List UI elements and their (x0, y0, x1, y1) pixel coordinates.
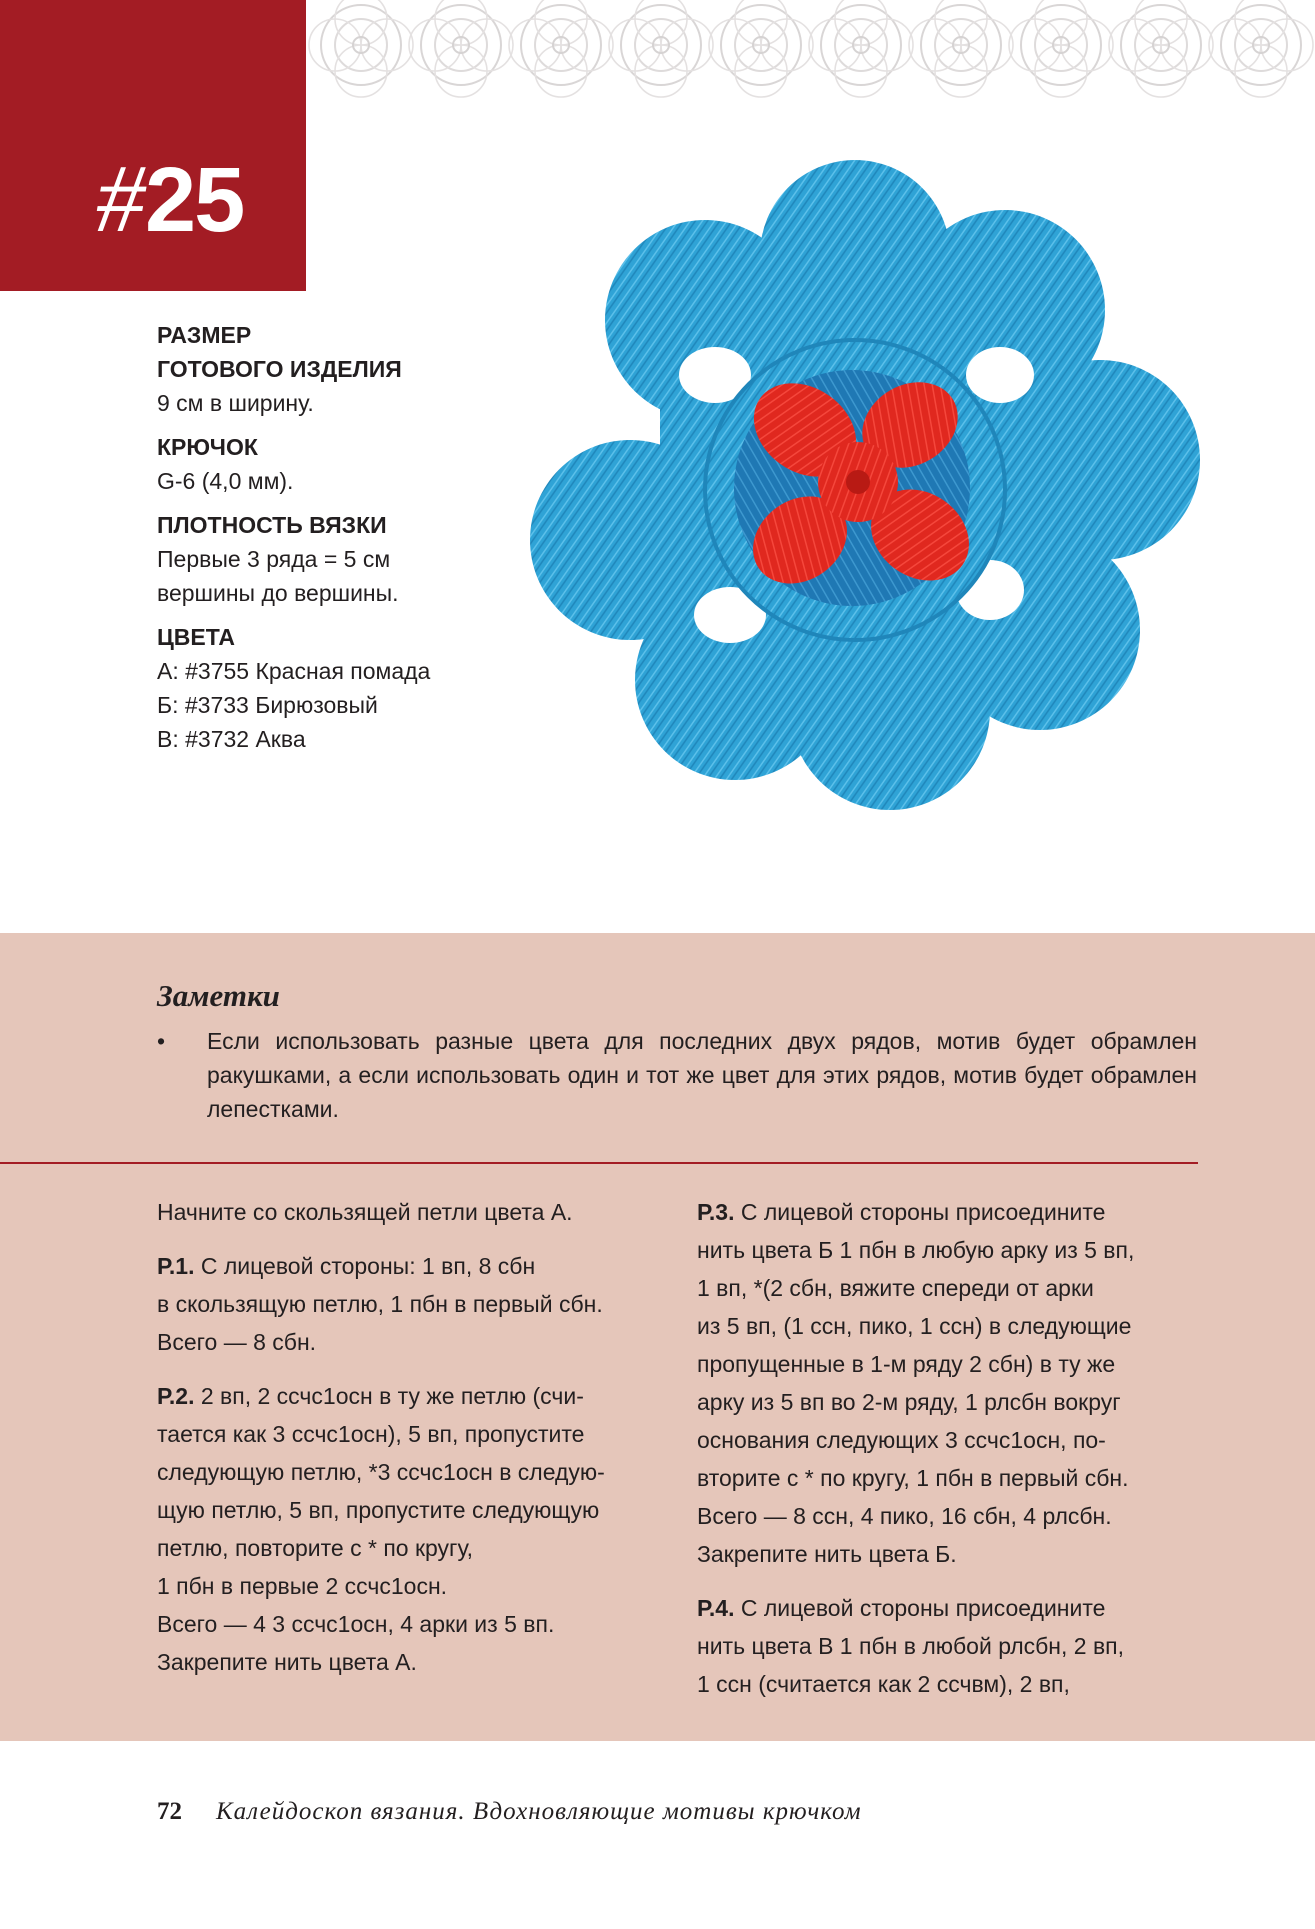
round-4-line: нить цвета В 1 пбн в любой рлсбн, 2 вп, (697, 1633, 1125, 1659)
page-number: 72 (157, 1798, 182, 1825)
round-4-line: С лицевой стороны присоедините (734, 1595, 1106, 1621)
round-3-line: арку из 5 вп во 2-м ряду, 1 рлсбн вокруг (697, 1389, 1121, 1415)
round-4-line: 1 ссн (считается как 2 ссчвм), 2 вп, (697, 1671, 1070, 1697)
pattern-number-block (0, 0, 306, 291)
page-footer (157, 1798, 862, 1826)
round-2-line: 1 пбн в первые 2 ссчс1осн. (157, 1573, 448, 1599)
round-3-line: Закрепите нить цвета Б. (697, 1541, 957, 1567)
color-a: А: #3755 Красная помада (157, 658, 431, 684)
round-4-paragraph (697, 1589, 1197, 1703)
pattern-number-digits: 25 (145, 149, 244, 251)
book-title: Калейдоскоп вязания. Вдохновляющие мотивы крючком (216, 1798, 862, 1825)
color-b: Б: #3733 Бирюзовый (157, 692, 378, 718)
round-3-line: из 5 вп, (1 ссн, пико, 1 ссн) в следующие (697, 1313, 1132, 1339)
round-2-line: петлю, повторите с * по кругу, (157, 1535, 474, 1561)
round-1-line: С лицевой стороны: 1 вп, 8 сбн (194, 1253, 536, 1279)
notes-title: Заметки (157, 978, 280, 1013)
round-1-line: в скользящую петлю, 1 пбн в первый сбн. (157, 1291, 603, 1317)
round-3-line: нить цвета Б 1 пбн в любую арку из 5 вп, (697, 1237, 1135, 1263)
color-c: В: #3732 Аква (157, 726, 306, 752)
size-heading-line1: РАЗМЕР (157, 322, 252, 348)
note-item (157, 1024, 1197, 1126)
intro-text: Начните со скользящей петли цвета А. (157, 1199, 573, 1225)
round-3-line: Всего — 8 ссн, 4 пико, 16 сбн, 4 рлсбн. (697, 1503, 1112, 1529)
hook-value: G-6 (4,0 мм). (157, 468, 294, 494)
round-2-label: Р.2. (157, 1383, 195, 1409)
round-3-line: С лицевой стороны присоедините (734, 1199, 1106, 1225)
round-4-first-line (697, 1589, 1197, 1627)
round-1-line: Всего — 8 сбн. (157, 1329, 317, 1355)
round-2-line: 2 вп, 2 ссчс1осн в ту же петлю (счи- (194, 1383, 584, 1409)
gauge-value-line2: вершины до вершины. (157, 580, 399, 606)
round-3-line: основания следующих 3 ссчс1осн, по- (697, 1427, 1106, 1453)
round-3-line: пропущенные в 1-м ряду 2 сбн) в ту же (697, 1351, 1116, 1377)
size-heading-line2: ГОТОВОГО ИЗДЕЛИЯ (157, 356, 402, 382)
decorative-banner-pattern (306, 0, 1315, 125)
round-2-line: Всего — 4 3 ссчс1осн, 4 арки из 5 вп. (157, 1611, 555, 1637)
round-2-line: Закрепите нить цвета А. (157, 1649, 417, 1675)
note-text: Если использовать разные цвета для последних двух рядов, мотив будет обрамлен ракушками, а если использовать один и тот же цвет для этих рядов, мотив будет обрамлен лепестками. (207, 1028, 1197, 1122)
round-4-label: Р.4. (697, 1595, 735, 1621)
round-2-line: тается как 3 ссчс1осн), 5 вп, пропустите (157, 1421, 585, 1447)
intro-paragraph (157, 1193, 667, 1231)
round-2-first-line (157, 1377, 667, 1415)
pattern-number (96, 145, 244, 253)
notes-list (157, 1024, 1197, 1126)
round-2-line: следующую петлю, *3 ссчс1осн в следую- (157, 1459, 605, 1485)
specs-section (157, 318, 517, 756)
round-1-paragraph (157, 1247, 667, 1361)
gauge-heading: ПЛОТНОСТЬ ВЯЗКИ (157, 512, 387, 538)
round-3-line: вторите с * по кругу, 1 пбн в первый сбн. (697, 1465, 1129, 1491)
bullet-glyph: • (157, 1028, 166, 1054)
round-3-first-line (697, 1193, 1197, 1231)
round-1-first-line (157, 1247, 667, 1285)
round-2-line: щую петлю, 5 вп, пропустите следующую (157, 1497, 600, 1523)
round-1-label: Р.1. (157, 1253, 195, 1279)
section-divider (0, 1162, 1198, 1164)
round-3-paragraph (697, 1193, 1197, 1573)
instructions-left-column (157, 1193, 667, 1697)
crochet-motif-photo (500, 160, 1235, 900)
colors-heading: ЦВЕТА (157, 624, 235, 650)
instructions-right-column (697, 1193, 1197, 1719)
round-3-label: Р.3. (697, 1199, 735, 1225)
hook-heading: КРЮЧОК (157, 434, 258, 460)
size-value: 9 см в ширину. (157, 390, 314, 416)
round-3-line: 1 вп, *(2 сбн, вяжите спереди от арки (697, 1275, 1094, 1301)
round-2-paragraph (157, 1377, 667, 1681)
gauge-value-line1: Первые 3 ряда = 5 см (157, 546, 391, 572)
pattern-number-hash: # (96, 145, 145, 253)
